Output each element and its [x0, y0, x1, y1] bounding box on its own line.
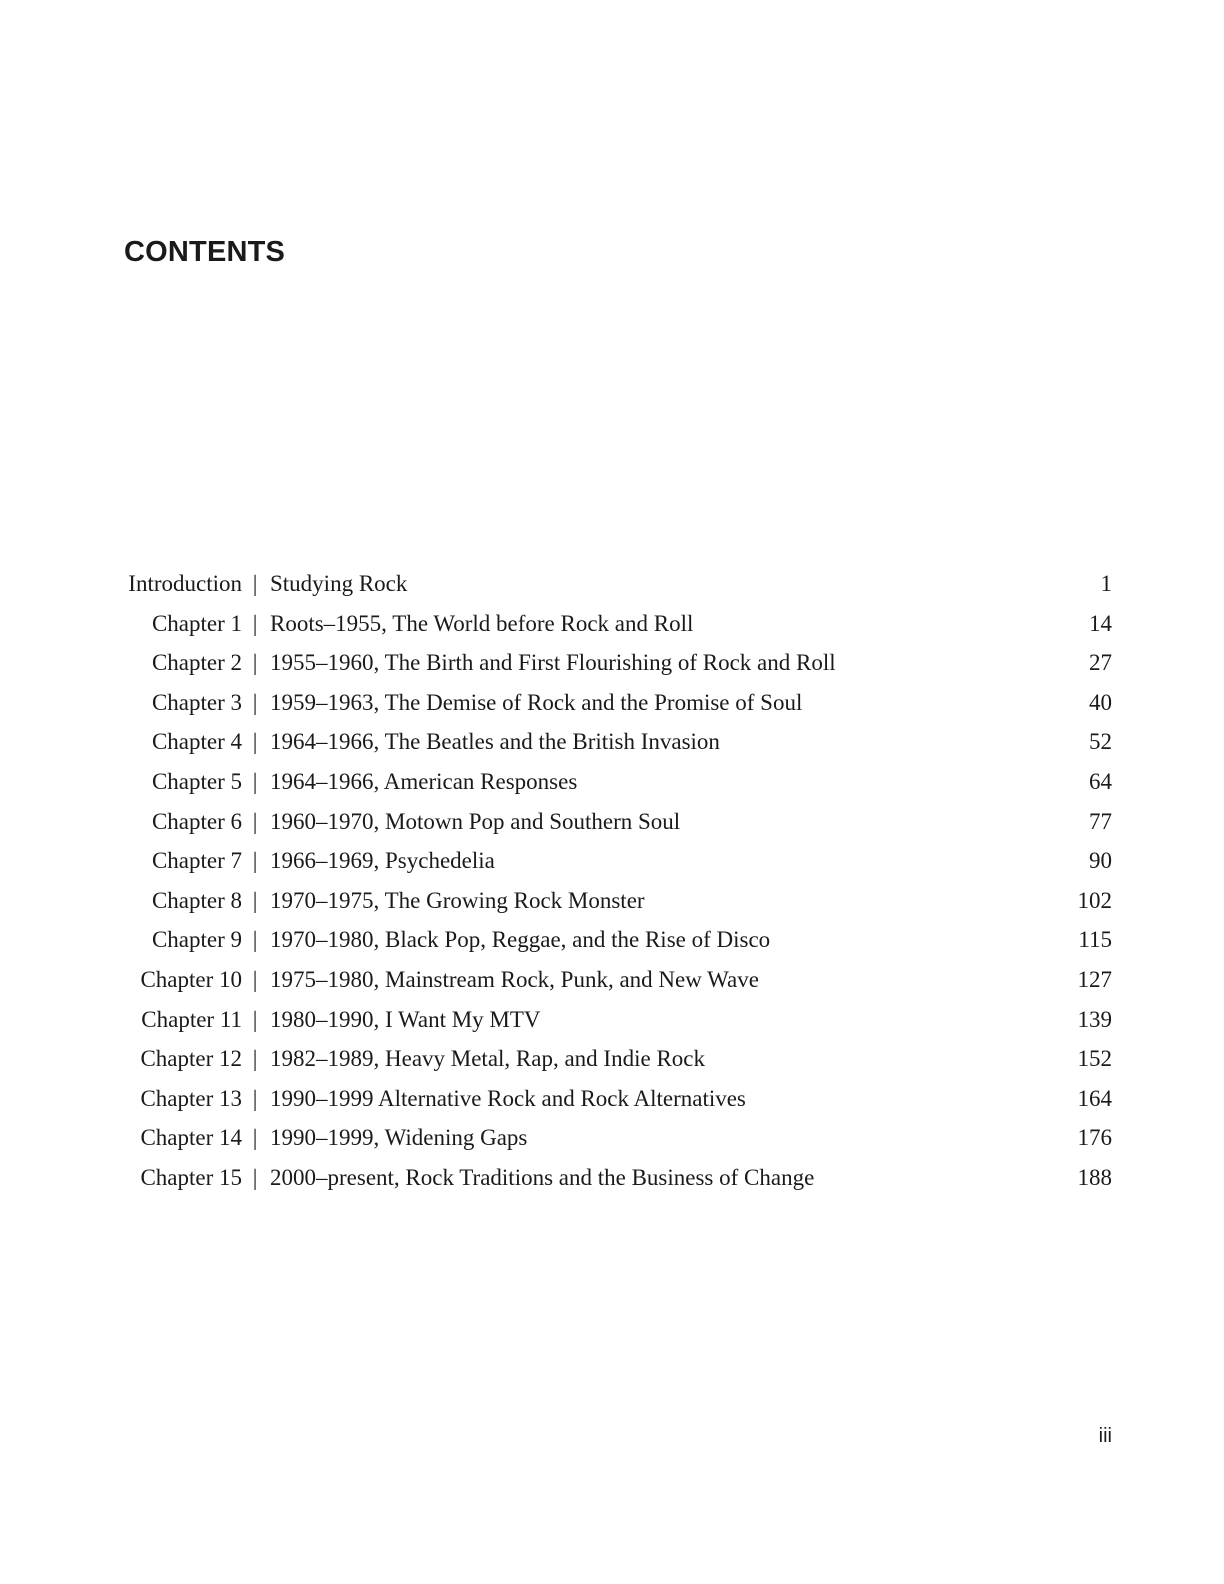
toc-separator: | [252, 768, 258, 794]
toc-entry-page: 152 [1077, 1046, 1112, 1072]
toc-separator: | [252, 1006, 258, 1032]
toc-entry-title: 1970–1980, Black Pop, Reggae, and the Rise of Disco [270, 927, 771, 953]
toc-entry-page: 164 [1077, 1085, 1112, 1111]
toc-entry-title: 1966–1969, Psychedelia [270, 848, 495, 874]
toc-entry-label: Chapter 12 [140, 1046, 242, 1072]
toc-entry-title: Studying Rock [270, 571, 408, 596]
toc-separator: | [252, 571, 258, 596]
toc-entry-label: Chapter 4 [151, 729, 242, 755]
page-number: iii [1098, 1425, 1112, 1447]
toc-entry-chapter-7[interactable] [0, 841, 1224, 881]
toc-entry-label: Chapter 3 [151, 689, 242, 715]
toc-separator: | [252, 650, 258, 676]
toc-entry-label: Chapter 2 [151, 650, 242, 676]
toc-entry-page: 176 [1077, 1125, 1112, 1151]
toc-entry-title: 1975–1980, Mainstream Rock, Punk, and New Wave [270, 966, 759, 992]
toc-separator: | [252, 848, 258, 874]
toc-entry-label: Chapter 5 [151, 768, 242, 794]
toc-entry-title: 1982–1989, Heavy Metal, Rap, and Indie Rock [270, 1046, 705, 1072]
toc-entry-chapter-11[interactable] [0, 1000, 1224, 1040]
toc-entry-title: 1980–1990, I Want My MTV [270, 1006, 541, 1032]
toc-entry-page: 90 [1089, 848, 1112, 874]
toc-separator: | [252, 887, 258, 913]
toc-entry-title: 1964–1966, American Responses [270, 768, 578, 794]
toc-entry-chapter-9[interactable] [0, 920, 1224, 960]
toc-entry-chapter-15[interactable] [0, 1158, 1224, 1198]
toc-entry-chapter-6[interactable] [0, 802, 1224, 842]
toc-entry-title: 1959–1963, The Demise of Rock and the Promise of Soul [270, 689, 803, 715]
toc-entry-title: Roots–1955, The World before Rock and Roll [270, 610, 694, 636]
toc-entry-label: Chapter 7 [151, 848, 242, 874]
toc-entry-chapter-13[interactable] [0, 1079, 1224, 1119]
toc-separator: | [252, 729, 258, 755]
toc-entry-page: 40 [1089, 689, 1112, 715]
toc-entry-chapter-4[interactable] [0, 722, 1224, 762]
toc-entry-chapter-12[interactable] [0, 1039, 1224, 1079]
toc-entry-title: 1960–1970, Motown Pop and Southern Soul [270, 808, 681, 834]
toc-separator: | [252, 689, 258, 715]
page-title: CONTENTS [124, 236, 286, 268]
toc-entry-page: 52 [1089, 729, 1112, 755]
toc-entry-label: Introduction [128, 571, 242, 596]
toc-separator: | [252, 1164, 258, 1190]
toc-entry-title: 1990–1999 Alternative Rock and Rock Alternatives [270, 1085, 746, 1111]
toc-entry-page: 127 [1077, 966, 1112, 992]
toc-separator: | [252, 1046, 258, 1072]
toc-entry-chapter-1[interactable] [0, 604, 1224, 644]
toc-entry-chapter-10[interactable] [0, 960, 1224, 1000]
toc-entry-title: 1970–1975, The Growing Rock Monster [270, 887, 645, 913]
toc-entry-page: 1 [1100, 571, 1112, 596]
toc-entry-page: 64 [1089, 768, 1112, 794]
toc-entry-label: Chapter 9 [151, 927, 242, 953]
toc-entry-chapter-2[interactable] [0, 643, 1224, 683]
toc-entry-label: Chapter 13 [140, 1085, 242, 1111]
toc-separator: | [252, 808, 258, 834]
toc-entry-page: 14 [1089, 610, 1112, 636]
toc-entry-title: 1990–1999, Widening Gaps [270, 1125, 528, 1151]
toc-entry-page: 139 [1077, 1006, 1112, 1032]
toc-entry-label: Chapter 8 [151, 887, 242, 913]
toc-entry-chapter-3[interactable] [0, 683, 1224, 723]
table-of-contents [0, 564, 1224, 1198]
toc-entry-page: 27 [1089, 650, 1112, 676]
toc-entry-introduction[interactable] [0, 564, 1224, 604]
toc-entry-chapter-14[interactable] [0, 1118, 1224, 1158]
toc-separator: | [252, 1085, 258, 1111]
toc-entry-label: Chapter 14 [140, 1125, 242, 1151]
toc-entry-page: 115 [1078, 927, 1112, 953]
toc-entry-label: Chapter 1 [151, 610, 242, 636]
toc-entry-page: 102 [1077, 887, 1112, 913]
toc-entry-page: 77 [1089, 808, 1112, 834]
toc-entry-label: Chapter 6 [151, 808, 242, 834]
toc-separator: | [252, 1125, 258, 1151]
toc-separator: | [252, 966, 258, 992]
toc-entry-label: Chapter 15 [140, 1164, 242, 1190]
toc-entry-label: Chapter 10 [140, 966, 242, 992]
toc-entry-title: 1955–1960, The Birth and First Flourishing of Rock and Roll [270, 650, 836, 676]
toc-entry-title: 1964–1966, The Beatles and the British Invasion [270, 729, 720, 755]
toc-entry-chapter-8[interactable] [0, 881, 1224, 921]
toc-separator: | [252, 927, 258, 953]
toc-entry-chapter-5[interactable] [0, 762, 1224, 802]
toc-entry-title: 2000–present, Rock Traditions and the Business of Change [270, 1164, 815, 1190]
toc-entry-label: Chapter 11 [141, 1006, 242, 1032]
toc-entry-page: 188 [1077, 1164, 1112, 1190]
toc-separator: | [252, 610, 258, 636]
